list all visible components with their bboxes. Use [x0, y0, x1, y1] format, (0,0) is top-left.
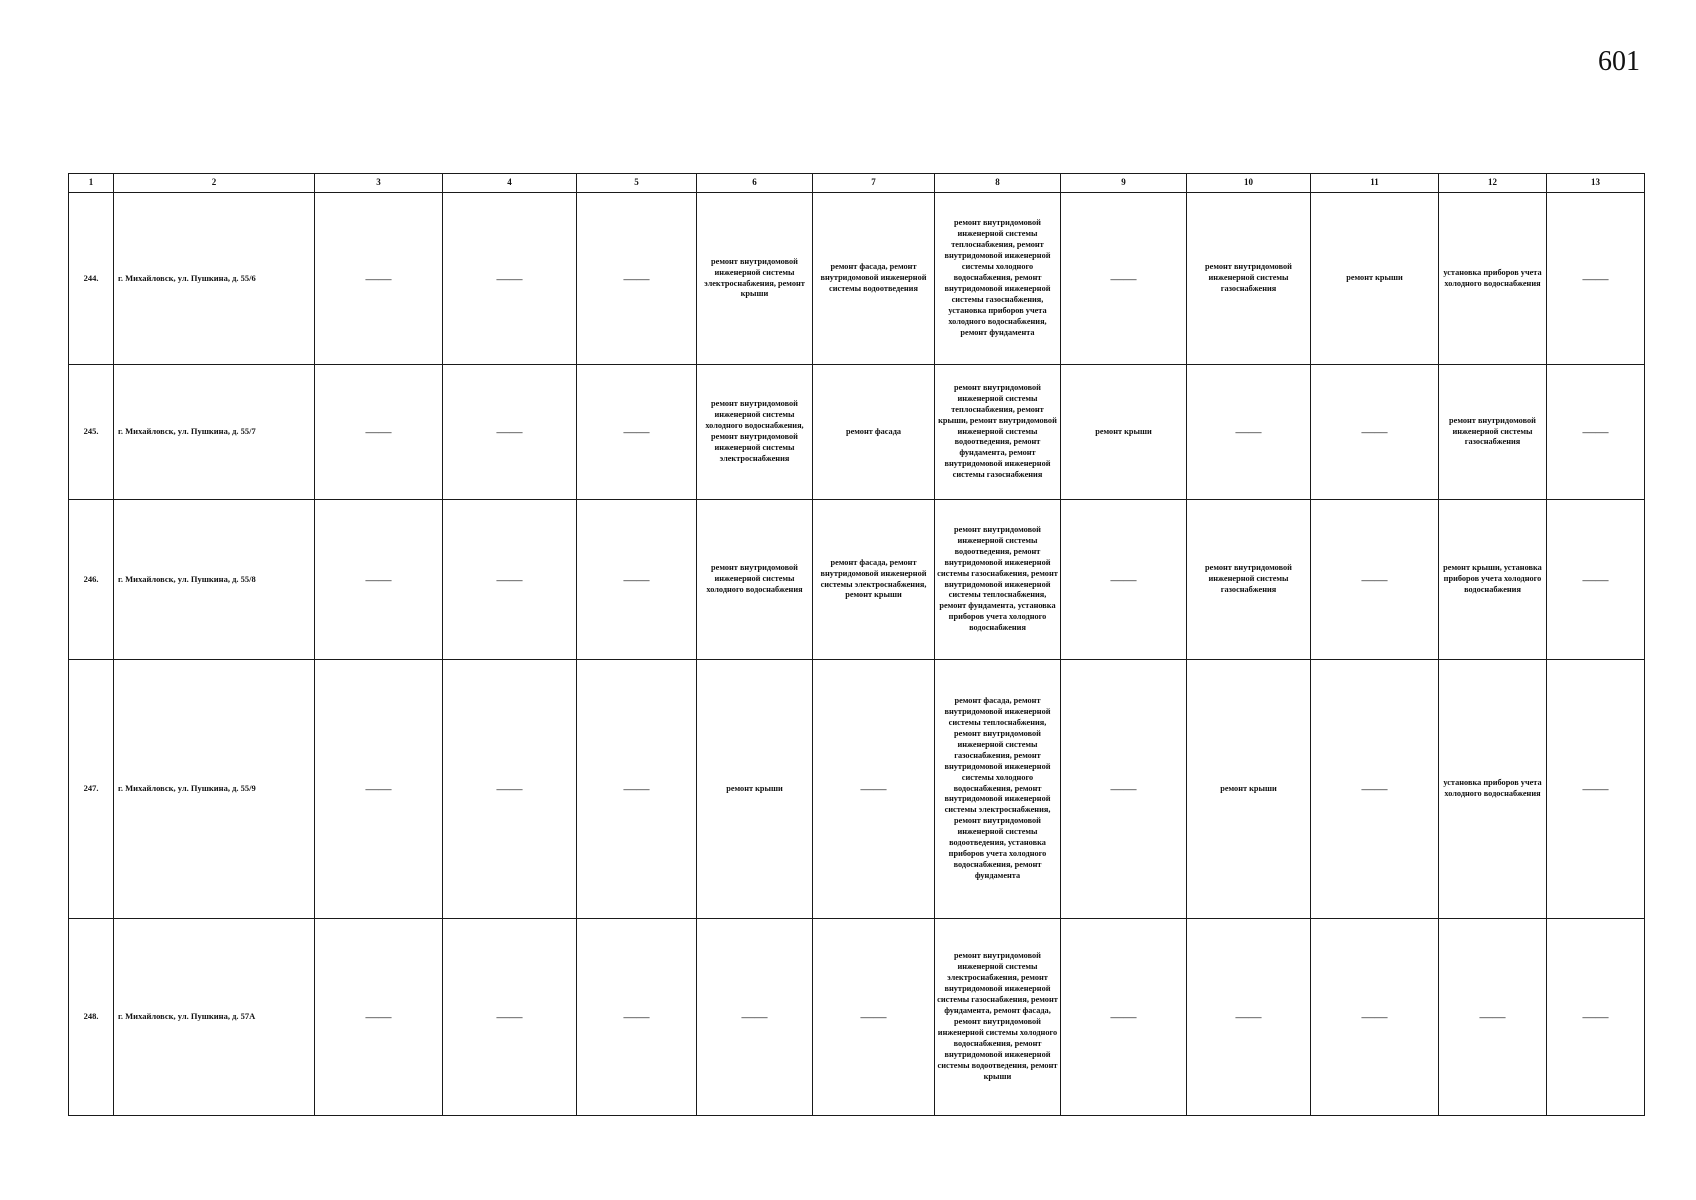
dash-placeholder: —— — [1110, 270, 1137, 286]
work-cell-col-5 — [577, 919, 697, 1116]
dash-placeholder: —— — [1582, 1009, 1609, 1025]
work-cell-col-12 — [1439, 193, 1547, 365]
address-cell — [114, 660, 315, 919]
work-cell-col-10 — [1187, 660, 1311, 919]
cell-text: ремонт крыши — [1095, 426, 1152, 436]
row-number-cell — [69, 919, 114, 1116]
column-header-2: 2 — [114, 174, 315, 193]
row-number-cell — [69, 365, 114, 500]
cell-text: ремонт крыши, установка приборов учета холодного водоснабжения — [1443, 563, 1542, 594]
dash-placeholder: —— — [1582, 270, 1609, 286]
work-cell-col-7 — [813, 193, 935, 365]
work-cell-col-10 — [1187, 193, 1311, 365]
column-header-1: 1 — [69, 174, 114, 193]
cell-text: ремонт крыши — [726, 783, 783, 793]
work-cell-col-3 — [315, 193, 443, 365]
address-cell — [114, 193, 315, 365]
work-cell-col-5 — [577, 193, 697, 365]
dash-placeholder: —— — [1110, 781, 1137, 797]
column-header-5: 5 — [577, 174, 697, 193]
cell-text: 244. — [83, 272, 99, 283]
column-header-6: 6 — [697, 174, 813, 193]
work-cell-col-7 — [813, 660, 935, 919]
work-cell-col-3 — [315, 660, 443, 919]
dash-placeholder: —— — [496, 424, 523, 440]
work-cell-col-9 — [1061, 193, 1187, 365]
column-header-8: 8 — [935, 174, 1061, 193]
dash-placeholder: —— — [496, 571, 523, 587]
cell-text: г. Михайловск, ул. Пушкина, д. 55/6 — [118, 272, 256, 283]
work-cell-col-3 — [315, 500, 443, 660]
dash-placeholder: —— — [1361, 1009, 1388, 1025]
work-cell-col-4 — [443, 919, 577, 1116]
row-number-cell — [69, 193, 114, 365]
column-header-4: 4 — [443, 174, 577, 193]
work-cell-col-13 — [1547, 365, 1645, 500]
work-cell-col-11 — [1311, 660, 1439, 919]
work-cell-col-13 — [1547, 500, 1645, 660]
cell-text: ремонт внутридомовой инженерной системы холодного водоснабжения, ремонт внутридомовой инженерной системы электроснабжения — [705, 399, 804, 463]
cell-text: ремонт внутридомовой инженерной системы газоснабжения — [1205, 262, 1292, 293]
work-cell-col-6 — [697, 500, 813, 660]
dash-placeholder: —— — [1479, 1009, 1506, 1025]
dash-placeholder: —— — [860, 1009, 887, 1025]
table-row — [69, 193, 1645, 365]
work-cell-col-6 — [697, 919, 813, 1116]
cell-text: г. Михайловск, ул. Пушкина, д. 55/7 — [118, 426, 256, 437]
work-cell-col-9 — [1061, 919, 1187, 1116]
work-cell-col-8 — [935, 193, 1061, 365]
table-body — [69, 193, 1645, 1116]
work-cell-col-6 — [697, 660, 813, 919]
work-cell-col-12 — [1439, 919, 1547, 1116]
column-header-3: 3 — [315, 174, 443, 193]
dash-placeholder: —— — [365, 781, 392, 797]
column-header-9: 9 — [1061, 174, 1187, 193]
column-header-12: 12 — [1439, 174, 1547, 193]
work-cell-col-13 — [1547, 193, 1645, 365]
cell-text: ремонт внутридомовой инженерной системы электроснабжения, ремонт внутридомовой инженерной системы газоснабжения, ремонт фундамента, ремонт фасада, ремонт внутридомовой инженерной системы холодного водоснабжения, ремонт внутридомовой инженерной системы водоотведения, ремонт крыши — [937, 951, 1058, 1081]
work-cell-col-11 — [1311, 919, 1439, 1116]
table-row — [69, 919, 1645, 1116]
work-cell-col-4 — [443, 660, 577, 919]
dash-placeholder: —— — [1361, 424, 1388, 440]
cell-text: ремонт фасада, ремонт внутридомовой инженерной системы электроснабжения, ремонт крыши — [820, 557, 927, 600]
cell-text: ремонт фасада — [845, 426, 902, 436]
work-cell-col-7 — [813, 919, 935, 1116]
cell-text: 245. — [83, 426, 99, 437]
work-cell-col-13 — [1547, 660, 1645, 919]
work-cell-col-6 — [697, 365, 813, 500]
page-number: 601 — [1598, 46, 1640, 77]
column-header-10: 10 — [1187, 174, 1311, 193]
work-cell-col-5 — [577, 365, 697, 500]
work-cell-col-11 — [1311, 365, 1439, 500]
work-cell-col-9 — [1061, 500, 1187, 660]
cell-text: ремонт внутридомовой инженерной системы водоотведения, ремонт внутридомовой инженерной системы газоснабжения, ремонт внутридомовой инженерной системы теплоснабжения, ремонт фундамента, установка приборов учета холодного водоснабжения — [937, 524, 1058, 633]
dash-placeholder: —— — [1235, 1009, 1262, 1025]
work-cell-col-8 — [935, 660, 1061, 919]
column-header-11: 11 — [1311, 174, 1439, 193]
dash-placeholder: —— — [1110, 1009, 1137, 1025]
row-number-cell — [69, 500, 114, 660]
dash-placeholder: —— — [623, 571, 650, 587]
work-cell-col-10 — [1187, 365, 1311, 500]
cell-text: ремонт фасада, ремонт внутридомовой инженерной системы водоотведения — [820, 262, 927, 293]
work-cell-col-7 — [813, 365, 935, 500]
work-cell-col-4 — [443, 193, 577, 365]
cell-text: ремонт крыши — [1220, 783, 1277, 793]
work-cell-col-10 — [1187, 500, 1311, 660]
row-number-cell — [69, 660, 114, 919]
work-cell-col-8 — [935, 500, 1061, 660]
work-cell-col-8 — [935, 919, 1061, 1116]
dash-placeholder: —— — [1361, 781, 1388, 797]
dash-placeholder: —— — [496, 270, 523, 286]
cell-text: ремонт внутридомовой инженерной системы газоснабжения — [1205, 563, 1292, 594]
work-cell-col-5 — [577, 500, 697, 660]
cell-text: ремонт внутридомовой инженерной системы холодного водоснабжения — [706, 563, 803, 594]
work-cell-col-11 — [1311, 500, 1439, 660]
column-number-row — [69, 174, 1645, 193]
dash-placeholder: —— — [1110, 571, 1137, 587]
repair-schedule-table — [68, 173, 1645, 1116]
dash-placeholder: —— — [623, 270, 650, 286]
dash-placeholder: —— — [623, 424, 650, 440]
dash-placeholder: —— — [496, 1009, 523, 1025]
table-row — [69, 365, 1645, 500]
work-cell-col-6 — [697, 193, 813, 365]
cell-text: ремонт внутридомовой инженерной системы газоснабжения — [1449, 415, 1536, 447]
cell-text: установка приборов учета холодного водоснабжения — [1443, 267, 1542, 288]
column-header-13: 13 — [1547, 174, 1645, 193]
dash-placeholder: —— — [1582, 781, 1609, 797]
dash-placeholder: —— — [365, 571, 392, 587]
dash-placeholder: —— — [365, 1009, 392, 1025]
work-cell-col-5 — [577, 660, 697, 919]
dash-placeholder: —— — [496, 781, 523, 797]
table-row — [69, 500, 1645, 660]
work-cell-col-10 — [1187, 919, 1311, 1116]
work-cell-col-13 — [1547, 919, 1645, 1116]
cell-text: ремонт внутридомовой инженерной системы теплоснабжения, ремонт внутридомовой инженерной системы холодного водоснабжения, ремонт внутридомовой инженерной системы газоснабжения, установка приборов учета холодного водоснабжения, ремонт фундамента — [944, 218, 1051, 337]
cell-text: г. Михайловск, ул. Пушкина, д. 55/9 — [118, 783, 256, 794]
address-cell — [114, 365, 315, 500]
cell-text: г. Михайловск, ул. Пушкина, д. 57А — [118, 1011, 256, 1022]
cell-text: 246. — [83, 573, 99, 584]
work-cell-col-4 — [443, 500, 577, 660]
dash-placeholder: —— — [365, 270, 392, 286]
cell-text: ремонт фасада, ремонт внутридомовой инженерной системы теплоснабжения, ремонт внутридомовой инженерной системы газоснабжения, ремонт внутридомовой инженерной системы холодного водоснабжения, ремонт внутридомовой инженерной системы электроснабжения, ремонт внутридомовой инженерной системы водоотведения, установка приборов учета холодного водоснабжения, ремонт фундамента — [944, 696, 1051, 881]
dash-placeholder: —— — [741, 1009, 768, 1025]
dash-placeholder: —— — [860, 781, 887, 797]
cell-text: г. Михайловск, ул. Пушкина, д. 55/8 — [118, 573, 256, 584]
dash-placeholder: —— — [623, 781, 650, 797]
dash-placeholder: —— — [365, 424, 392, 440]
table-row — [69, 660, 1645, 919]
cell-text: ремонт внутридомовой инженерной системы теплоснабжения, ремонт крыши, ремонт внутридомовой инженерной системы водоотведения, ремонт фундамента, ремонт внутридомовой инженерной системы газоснабжения — [938, 382, 1057, 480]
work-cell-col-12 — [1439, 500, 1547, 660]
work-cell-col-12 — [1439, 365, 1547, 500]
cell-text: 247. — [83, 783, 99, 794]
work-cell-col-9 — [1061, 660, 1187, 919]
column-header-7: 7 — [813, 174, 935, 193]
address-cell — [114, 500, 315, 660]
work-cell-col-8 — [935, 365, 1061, 500]
dash-placeholder: —— — [1361, 571, 1388, 587]
work-cell-col-12 — [1439, 660, 1547, 919]
work-cell-col-7 — [813, 500, 935, 660]
dash-placeholder: —— — [1235, 424, 1262, 440]
work-cell-col-9 — [1061, 365, 1187, 500]
work-cell-col-3 — [315, 919, 443, 1116]
dash-placeholder: —— — [1582, 571, 1609, 587]
work-cell-col-11 — [1311, 193, 1439, 365]
cell-text: 248. — [83, 1011, 99, 1022]
cell-text: ремонт внутридомовой инженерной системы электроснабжения, ремонт крыши — [704, 256, 805, 299]
dash-placeholder: —— — [623, 1009, 650, 1025]
cell-text: ремонт крыши — [1346, 273, 1403, 283]
address-cell — [114, 919, 315, 1116]
work-cell-col-3 — [315, 365, 443, 500]
cell-text: установка приборов учета холодного водоснабжения — [1443, 778, 1542, 798]
dash-placeholder: —— — [1582, 424, 1609, 440]
work-cell-col-4 — [443, 365, 577, 500]
